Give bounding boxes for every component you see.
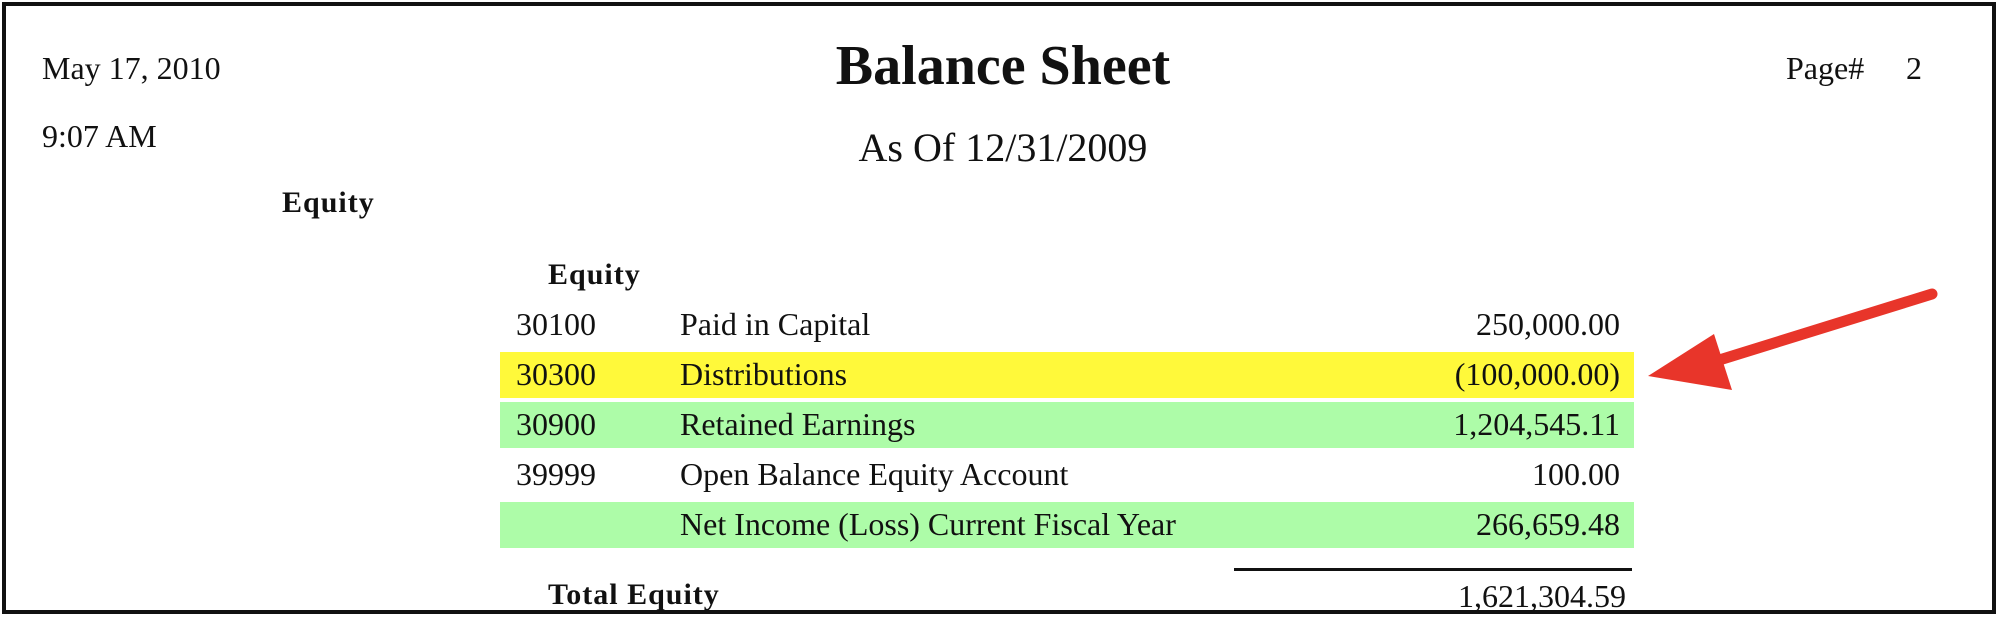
account-row-retained-earnings xyxy=(500,402,1634,448)
account-amount: (100,000.00) xyxy=(1454,356,1620,392)
report-subtitle: As Of 12/31/2009 xyxy=(858,125,1148,170)
subsection-heading: Equity xyxy=(548,258,641,291)
account-name: Open Balance Equity Account xyxy=(680,456,1069,492)
section-heading: Equity xyxy=(282,186,375,219)
red-arrow-icon xyxy=(1640,280,1940,400)
account-amount: 250,000.00 xyxy=(1476,306,1620,342)
report-time: 9:07 AM xyxy=(42,118,157,154)
account-row-distributions xyxy=(500,352,1634,398)
account-amount: 266,659.48 xyxy=(1476,506,1620,542)
account-row-paid-in-capital xyxy=(500,302,1634,348)
account-code: 39999 xyxy=(516,456,596,492)
page-label: Page# xyxy=(1786,50,1865,86)
account-amount: 100.00 xyxy=(1532,456,1620,492)
total-amount: 1,621,304.59 xyxy=(1458,578,1626,614)
account-amount: 1,204,545.11 xyxy=(1453,406,1620,442)
total-rule xyxy=(1234,568,1632,571)
page-number: 2 xyxy=(1906,50,1922,86)
total-label: Total Equity xyxy=(548,578,720,611)
account-row-open-balance-equity xyxy=(500,452,1634,498)
report-title: Balance Sheet xyxy=(835,35,1171,97)
account-code: 30100 xyxy=(516,306,596,342)
account-name: Net Income (Loss) Current Fiscal Year xyxy=(680,506,1176,542)
account-code: 30300 xyxy=(516,356,596,392)
account-code: 30900 xyxy=(516,406,596,442)
account-name: Paid in Capital xyxy=(680,306,871,342)
account-name: Distributions xyxy=(680,356,848,392)
report-date: May 17, 2010 xyxy=(42,50,221,86)
account-row-net-income xyxy=(500,502,1634,548)
account-name: Retained Earnings xyxy=(680,406,916,442)
